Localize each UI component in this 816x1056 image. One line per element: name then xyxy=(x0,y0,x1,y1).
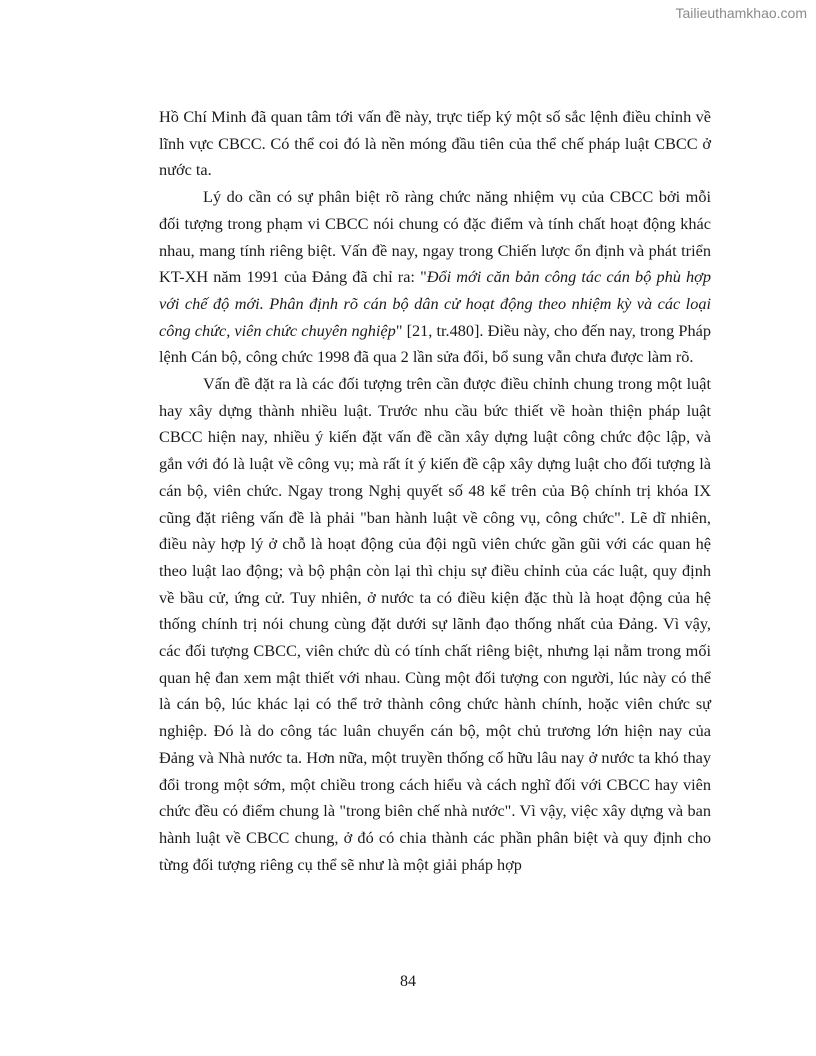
watermark: Tailieuthamkhao.com xyxy=(675,5,807,21)
paragraph-2-end: " [21, tr.480]. Điều này, cho đến nay, trong Pháp lệnh Cán bộ, công chức 1998 đã qua 2 lần sửa đổi, bổ sung vẫn chưa được làm rõ. xyxy=(159,320,711,367)
paragraph-1: Hồ Chí Minh đã quan tâm tới vấn đề này, trực tiếp ký một số sắc lệnh điều chỉnh về lĩnh vực CBCC. Có thể coi đó là nền móng đầu tiên của thể chế pháp luật CBCC ở nước ta. xyxy=(159,107,711,180)
paragraph-2-quote: Đổi mới căn bản công tác cán bộ phù hợp với chế độ mới. Phân định rõ cán bộ dân cử hoạt động theo nhiệm kỳ và các loại công chức, viên chức chuyên nghiệp xyxy=(159,267,711,340)
page-number: 84 xyxy=(400,973,416,990)
paragraph-3: Vấn đề đặt ra là các đối tượng trên cần được điều chỉnh chung trong một luật hay xây dựng thành nhiều luật. Trước nhu cầu bức thiết về hoàn thiện pháp luật CBCC hiện nay, nhiều ý kiến đặt vấn đề cần xây dựng luật công chức độc lập, và gắn với đó là luật về công vụ; mà rất ít ý kiến đề cập xây dựng luật cho đối tượng là cán bộ, viên chức. Ngay trong Nghị quyết số 48 kể trên của Bộ chính trị khóa IX cũng đặt riêng vấn đề là phải "ban hành luật về công vụ, công chức". Lẽ dĩ nhiên, điều này hợp lý ở chỗ là hoạt động của đội ngũ viên chức gần gũi với các quan hệ theo luật lao động; và bộ phận còn lại thì chịu sự điều chỉnh của các luật, quy định về bầu cử, ứng cử. Tuy nhiên, ở nước ta có điều kiện đặc thù là hoạt động của hệ thống chính trị nói chung cùng đặt dưới sự lãnh đạo thống nhất của Đảng. Vì vậy, các đối tượng CBCC, viên chức dù có tính chất riêng biệt, nhưng lại nằm trong mối quan hệ đan xem mật thiết với nhau. Cùng một đối tượng con người, lúc này có thể là cán bộ, lúc khác lại có thể trở thành công chức hành chính, hoặc viên chức sự nghiệp. Đó là do công tác luân chuyển cán bộ, một chủ trương lớn hiện nay của Đảng và Nhà nước ta. Hơn nữa, một truyền thống cố hữu lâu nay ở nước ta khó thay đổi trong một sớm, một chiều trong cách hiểu và cách nghĩ đối với CBCC hay viên chức đều có điểm chung là "trong biên chế nhà nước". Vì vậy, việc xây dựng và ban hành luật về CBCC chung, ở đó có chia thành các phần phân biệt và quy định cho từng đối tượng riêng cụ thể sẽ như là một giải pháp hợp xyxy=(159,374,711,874)
paragraph-2 xyxy=(159,184,711,371)
paragraph-2-start: Lý do cần có sự phân biệt rõ ràng chức năng nhiệm vụ của CBCC bởi mỗi đối tượng trong phạm vi CBCC nói chung có đặc điểm và tính chất hoạt động khác nhau, mang tính riêng biệt. Vấn đề nay, ngay trong Chiến lược ổn định và phát triển KT-XH năm 1991 của Đảng đã chỉ ra: " xyxy=(159,187,711,287)
document-body xyxy=(159,104,711,878)
